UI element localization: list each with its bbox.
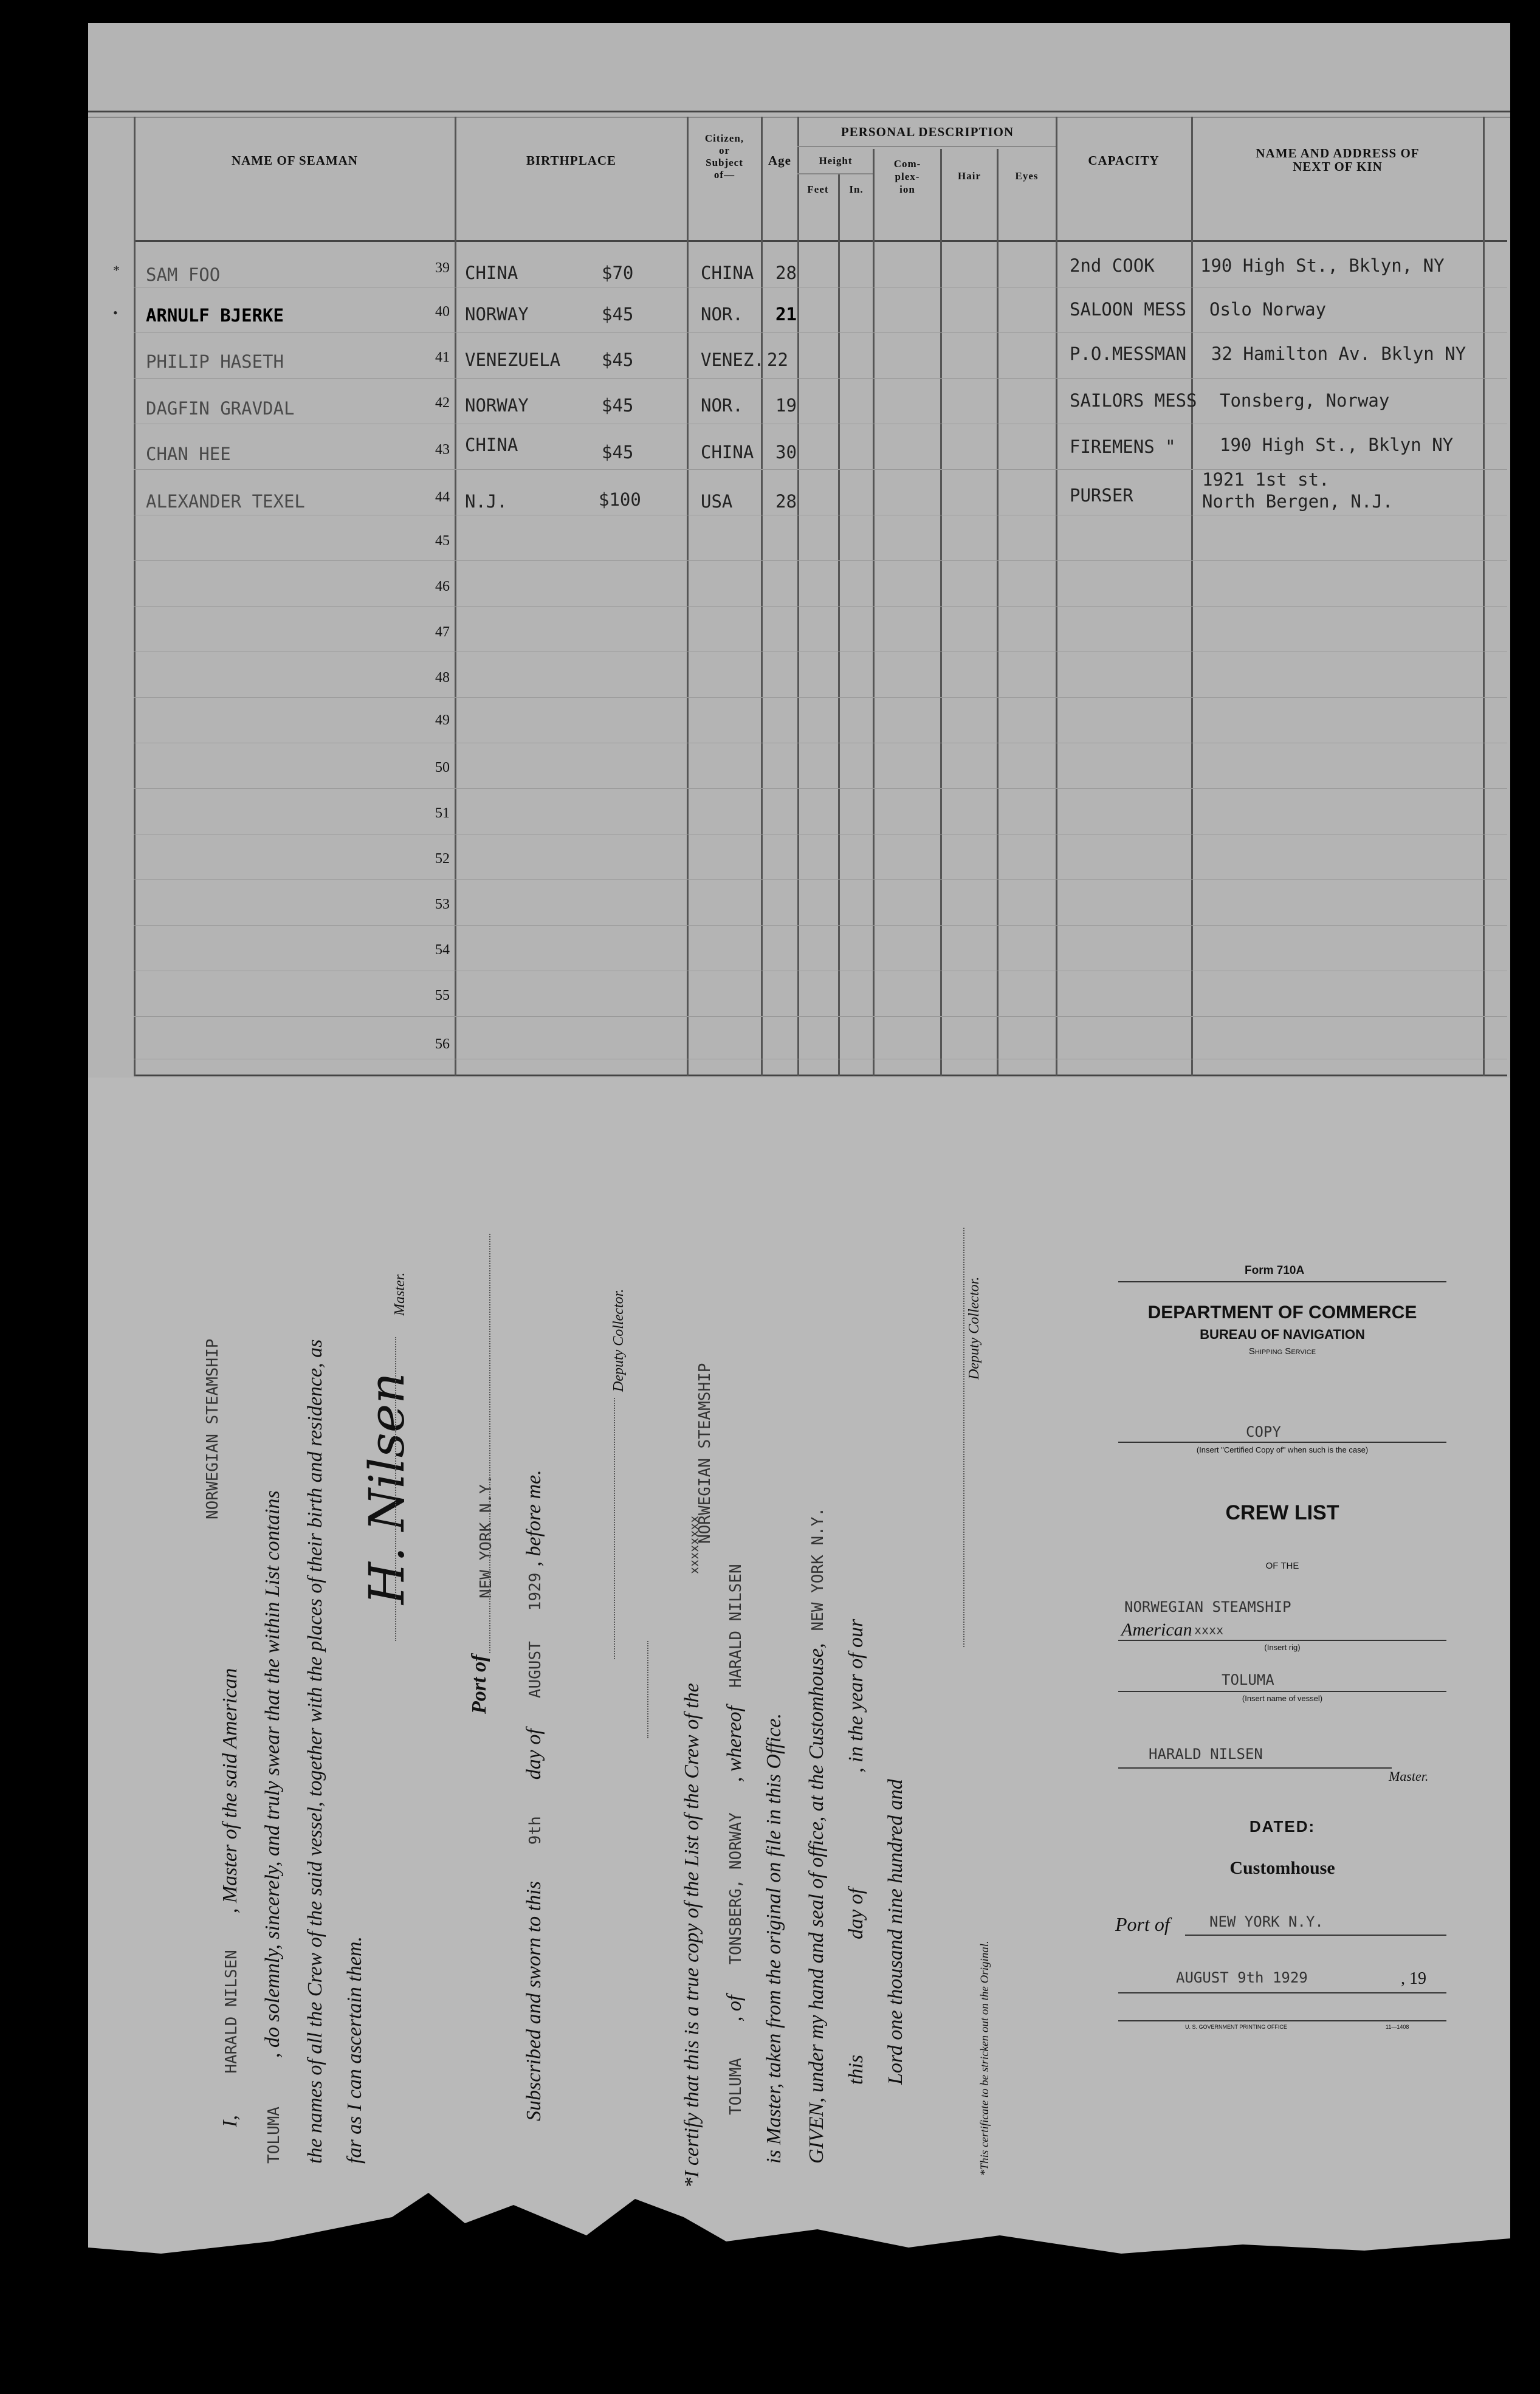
certificate-year-of-our: , in the year of our	[845, 1618, 867, 1773]
cover-date-suffix: , 19	[1401, 1969, 1426, 1988]
oath-port: NEW YORK N.Y.	[477, 1474, 495, 1598]
master-signature: H. Nilsen	[359, 1372, 415, 1605]
wage: $45	[602, 304, 634, 325]
col-line-height	[873, 149, 875, 1076]
row-number: 54	[435, 942, 450, 958]
header-capacity: CAPACITY	[1088, 153, 1160, 168]
capacity: 2nd COOK	[1070, 255, 1155, 276]
deputy-line	[614, 1398, 615, 1659]
age: 22	[767, 349, 788, 370]
next-of-kin: 1921 1st st.	[1202, 469, 1330, 490]
oath-subscribed: Subscribed and sworn to this	[523, 1881, 545, 2121]
wage: $100	[599, 489, 641, 510]
certificate-vessel: TOLUMA	[727, 2058, 745, 2115]
cover-rule-top	[1118, 1281, 1446, 1282]
birthplace: NORWAY	[465, 395, 529, 416]
certificate-whereof: , whereof	[723, 1705, 746, 1783]
next-of-kin-line2: North Bergen, N.J.	[1202, 491, 1394, 512]
col-line-name	[455, 117, 456, 1076]
col-line-birthplace	[687, 117, 689, 1076]
capacity: P.O.MESSMAN	[1070, 343, 1187, 364]
header-age: Age	[768, 153, 791, 168]
oath-port-label: Port of	[468, 1654, 490, 1714]
citizen-of: CHINA	[701, 263, 754, 283]
row-number: 50	[435, 760, 450, 776]
header-feet: Feet	[807, 184, 829, 195]
cover-service: Shipping Service	[1248, 1346, 1316, 1357]
row-rule	[134, 606, 1507, 607]
cover-rig-struck: xxxx	[1194, 1623, 1224, 1637]
cover-master-typed: HARALD NILSEN	[1149, 1746, 1263, 1763]
oath-swear-text: , do solemnly, sincerely, and truly swear that the within List contains	[261, 1490, 284, 2059]
header-next-of-kin-1: NAME AND ADDRESS OF	[1256, 146, 1420, 160]
certificate-footnote: *This certificate to be stricken out on the Original.	[978, 1941, 991, 2176]
torn-edge	[88, 2181, 1510, 2284]
certificate-line-3: is Master, taken from the original on file in this Office.	[763, 1713, 785, 2164]
cover-bureau: BUREAU OF NAVIGATION	[1200, 1327, 1365, 1342]
row-rule	[134, 879, 1507, 880]
height-rule	[797, 173, 873, 174]
row-number: 45	[435, 533, 450, 549]
certificate-deputy-collector: Deputy Collector.	[966, 1276, 982, 1380]
certificate-line-1: *I certify that this is a true copy of the List of the Crew of the	[681, 1683, 703, 2188]
seaman-name: SAM FOO	[146, 264, 221, 285]
row-rule	[134, 560, 1507, 561]
oath-line-4: far as I can ascertain them.	[343, 1936, 366, 2164]
seaman-name: ALEXANDER TEXEL	[146, 491, 305, 512]
signature-line	[395, 1337, 396, 1641]
citizen-of: VENEZ.	[701, 349, 765, 370]
header-eyes: Eyes	[1015, 170, 1039, 182]
birthplace: N.J.	[465, 491, 507, 512]
cover-department: DEPARTMENT OF COMMERCE	[1147, 1302, 1417, 1323]
row-number: 55	[435, 988, 450, 1003]
seaman-name: PHILIP HASETH	[146, 351, 284, 372]
age: 21	[775, 304, 797, 325]
header-citizen-1: Citizen,	[704, 132, 744, 144]
header-complexion-1: Com-	[893, 158, 921, 170]
oath-subscribed-line	[523, 1470, 546, 2121]
certificate-day-of: day of	[845, 1888, 867, 1939]
col-line-capacity	[1191, 117, 1193, 1076]
citizen-of: NOR.	[701, 304, 743, 325]
certificate-master: HARALD NILSEN	[727, 1564, 745, 1688]
next-of-kin: Tonsberg, Norway	[1220, 390, 1390, 411]
cover-bottom-rule	[1118, 2020, 1446, 2021]
row-rule	[134, 788, 1507, 789]
cover-master-line	[1118, 1767, 1392, 1769]
cover-copy-line	[1118, 1442, 1446, 1443]
row-rule	[134, 332, 1507, 333]
oath-before-me: , before me.	[523, 1470, 545, 1567]
cover-port-line	[1185, 1935, 1446, 1936]
cover-copy-typed: COPY	[1246, 1423, 1281, 1440]
next-of-kin: Oslo Norway	[1209, 299, 1327, 320]
col-line-hair	[997, 149, 999, 1076]
row-rule	[134, 378, 1507, 379]
header-complexion-3: ion	[899, 184, 915, 195]
cover-printing-office: U. S. GOVERNMENT PRINTING OFFICE	[1185, 2024, 1287, 2030]
col-line-citizen	[761, 117, 763, 1076]
oath-master-of: , Master of the said	[219, 1753, 241, 1914]
oath-year: 1929	[526, 1572, 545, 1611]
cover-vessel-line	[1118, 1691, 1446, 1692]
cover-customhouse: Customhouse	[1229, 1858, 1335, 1878]
oath-day-of: day of	[523, 1728, 545, 1780]
certificate-deputy-line	[963, 1228, 964, 1647]
row-number: 48	[435, 670, 450, 686]
wage: $45	[602, 349, 634, 370]
row-mark: •	[113, 305, 118, 320]
oath-line-1	[219, 1668, 242, 2127]
oath-master-label: Master.	[392, 1272, 408, 1316]
row-rule	[134, 697, 1507, 698]
cover-date-typed: AUGUST 9th 1929	[1176, 1969, 1308, 1986]
next-of-kin: 190 High St., Bklyn, NY	[1200, 255, 1445, 276]
next-of-kin: 32 Hamilton Av. Bklyn NY	[1211, 343, 1466, 364]
citizen-of: USA	[701, 491, 733, 512]
table-bottom-rule	[134, 1075, 1507, 1076]
table-top-rule	[88, 111, 1510, 112]
oath-deputy-collector: Deputy Collector.	[611, 1288, 627, 1392]
citizen-of: CHINA	[701, 442, 754, 463]
row-rule	[134, 1016, 1507, 1017]
certificate-line-4	[805, 1507, 828, 2164]
oath-month: AUGUST	[526, 1641, 545, 1699]
oath-day: 9th	[526, 1816, 545, 1845]
seaman-name: CHAN HEE	[146, 444, 231, 464]
row-number: 43	[435, 442, 450, 458]
age: 28	[775, 263, 797, 283]
certificate-line-5	[845, 1619, 868, 2085]
header-birthplace: BIRTHPLACE	[526, 153, 617, 168]
seaman-name: ARNULF BJERKE	[146, 305, 284, 326]
row-number: 46	[435, 579, 450, 594]
wage: $45	[602, 442, 634, 463]
birthplace: VENEZUELA	[465, 349, 561, 370]
header-next-of-kin-2: NEXT OF KIN	[1293, 159, 1383, 174]
header-hair: Hair	[958, 170, 981, 182]
form-number: Form 710A	[1245, 1264, 1305, 1277]
row-rule	[134, 925, 1507, 926]
next-of-kin: 190 High St., Bklyn NY	[1220, 435, 1454, 455]
cover-master-label: Master.	[1389, 1769, 1429, 1784]
divider-line	[647, 1641, 648, 1738]
row-number: 56	[435, 1036, 450, 1052]
seaman-name: DAGFIN GRAVDAL	[146, 398, 295, 419]
capacity: FIREMENS "	[1070, 436, 1176, 457]
cover-vessel-typed: TOLUMA	[1222, 1671, 1274, 1688]
oath-american: American	[219, 1668, 241, 1749]
certificate-given: GIVEN, under my hand and seal of office, at the Customhouse,	[805, 1643, 828, 2164]
birthplace: NORWAY	[465, 304, 529, 325]
header-name-of-seaman: NAME OF SEAMAN	[231, 153, 359, 168]
cover-copy-note: (Insert "Certified Copy of" when such is the case)	[1196, 1445, 1369, 1454]
port-line	[489, 1234, 490, 1653]
header-complexion-2: plex-	[895, 171, 920, 182]
cover-vessel-note: (Insert name of vessel)	[1242, 1694, 1323, 1703]
age: 28	[775, 491, 797, 512]
cover-printing-number: 11—1408	[1386, 2024, 1409, 2030]
row-number: 41	[435, 349, 450, 365]
cover-rig-line	[1118, 1640, 1446, 1641]
crew-table-area	[88, 23, 1510, 1078]
oath-vessel-type-typed: NORWEGIAN STEAMSHIP	[204, 1338, 222, 1519]
row-number: 44	[435, 489, 450, 505]
personal-desc-rule	[797, 146, 1056, 147]
col-line-eyes	[1056, 117, 1057, 1076]
oath-master-name: HARALD NILSEN	[222, 1950, 241, 2074]
capacity: SALOON MESS	[1070, 299, 1187, 320]
col-line-complexion	[940, 149, 942, 1076]
cover-of-the: OF THE	[1265, 1561, 1299, 1571]
table-top-rule-2	[88, 117, 1510, 118]
row-number: 49	[435, 712, 450, 728]
certificate-of: , of	[723, 1995, 746, 2022]
capacity: SAILORS MESS	[1070, 390, 1197, 411]
certificate-struck: xxxxxxxx	[687, 1515, 701, 1574]
certificate-line-2	[723, 1546, 746, 2115]
header-inches: In.	[849, 184, 864, 195]
oath-vessel-name: TOLUMA	[265, 2107, 283, 2164]
birthplace: CHINA	[465, 263, 518, 283]
header-height: Height	[819, 155, 853, 167]
citizen-of: NOR.	[701, 395, 743, 416]
header-citizen-4: of—	[713, 169, 735, 181]
capacity: PURSER	[1070, 485, 1133, 506]
certificate-vessel-type-typed: NORWEGIAN STEAMSHIP	[696, 1363, 714, 1544]
header-citizen-3: Subject	[706, 157, 743, 168]
cover-rig-typed: NORWEGIAN STEAMSHIP	[1124, 1598, 1291, 1615]
cover-port-typed: NEW YORK N.Y.	[1209, 1913, 1324, 1930]
certificate-place: NEW YORK N.Y.	[809, 1507, 827, 1631]
row-number: 51	[435, 805, 450, 821]
oath-i: I,	[219, 2110, 241, 2127]
age: 30	[775, 442, 797, 463]
cover-date-line	[1118, 1992, 1446, 1993]
row-number: 40	[435, 304, 450, 320]
certificate-line-6: Lord one thousand nine hundred and	[884, 1779, 907, 2085]
row-number: 39	[435, 260, 450, 276]
wage: $45	[602, 395, 634, 416]
col-line-feet	[838, 173, 840, 1076]
cover-port-label: Port of	[1115, 1913, 1170, 1935]
cover-dated: DATED:	[1249, 1817, 1316, 1835]
certificate-home-port: TONSBERG, NORWAY	[727, 1812, 745, 1965]
age: 19	[775, 395, 797, 416]
row-number: 53	[435, 896, 450, 912]
oath-line-3: the names of all the Crew of the said vessel, together with the places of their birth and residence, as	[304, 1339, 326, 2164]
cover-rig-printed: American	[1121, 1620, 1192, 1640]
cover-rig-note: (Insert rig)	[1264, 1643, 1301, 1652]
header-citizen-2: or	[718, 145, 730, 156]
row-number: 42	[435, 395, 450, 411]
row-mark: *	[113, 263, 120, 278]
col-line-left	[134, 117, 136, 1076]
oath-line-2	[261, 1490, 284, 2164]
header-personal-description: PERSONAL DESCRIPTION	[840, 125, 1014, 139]
row-number: 52	[435, 851, 450, 867]
wage: $70	[602, 263, 634, 283]
cover-title: CREW LIST	[1225, 1501, 1339, 1524]
header-bottom-rule	[134, 240, 1507, 242]
col-line-right	[1483, 117, 1485, 1076]
birthplace: CHINA	[465, 435, 518, 455]
col-line-age	[797, 117, 799, 1076]
row-number: 47	[435, 624, 450, 640]
certificate-this: this	[845, 2054, 867, 2085]
